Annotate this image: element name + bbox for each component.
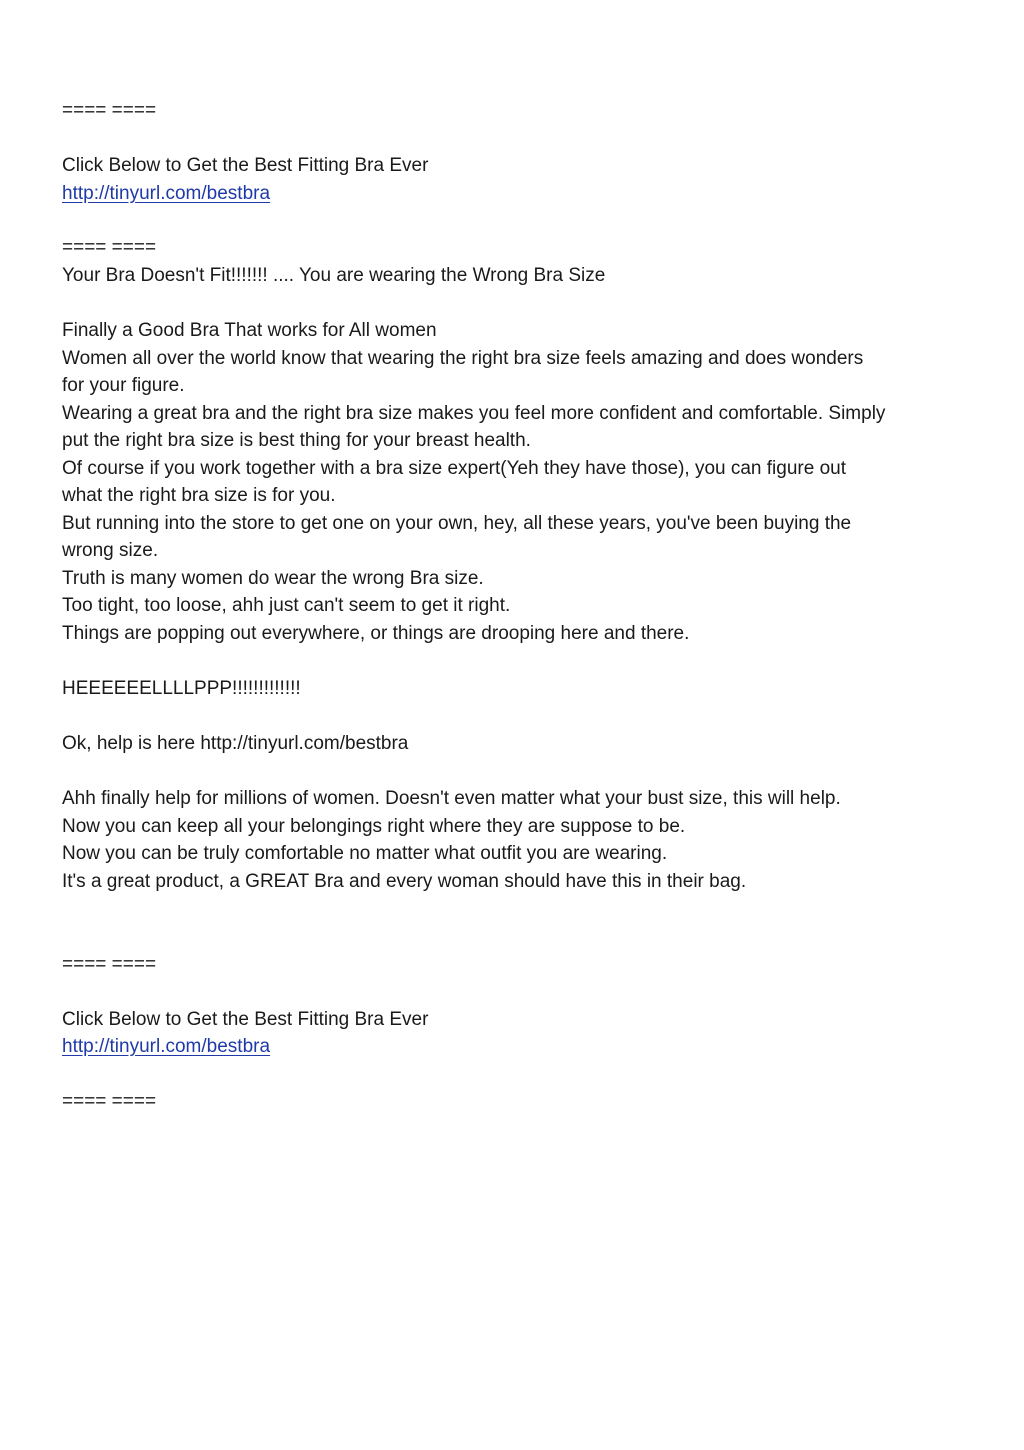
header-divider-top: ==== ==== <box>62 100 157 121</box>
footer-cta-line <box>62 1033 964 1060</box>
para2-line: It's a great product, a GREAT Bra and every woman should have this in their bag. <box>62 871 747 892</box>
para1-line: Finally a Good Bra That works for All women <box>62 320 437 341</box>
para1-line: for your figure. <box>62 375 185 396</box>
para1-line: Wearing a great bra and the right bra size makes you feel more confident and comfortable. Simply <box>62 403 886 424</box>
para1-line: Too tight, too loose, ahh just can't seem to get it right. <box>62 595 511 616</box>
header-cta-link[interactable]: http://tinyurl.com/bestbra <box>62 183 271 204</box>
para2-line: Now you can be truly comfortable no matter what outfit you are wearing. <box>62 843 668 864</box>
para1-line: put the right bra size is best thing for your breast health. <box>62 430 531 451</box>
footer-divider-top: ==== ==== <box>62 954 157 975</box>
header-cta-line <box>62 180 964 207</box>
para1-line: what the right bra size is for you. <box>62 485 336 506</box>
header-divider-bottom: ==== ==== <box>62 237 157 258</box>
para1-line: Women all over the world know that wearing the right bra size feels amazing and does wonders <box>62 348 864 369</box>
para2-line: Ahh finally help for millions of women. Doesn't even matter what your bust size, this will help. <box>62 788 841 809</box>
para1-line: But running into the store to get one on your own, hey, all these years, you've been buying the <box>62 513 852 534</box>
shout-line: HEEEEEELLLLPPP!!!!!!!!!!!!! <box>62 678 301 699</box>
footer-divider-bottom: ==== ==== <box>62 1091 157 1112</box>
footer-cta-text: Click Below to Get the Best Fitting Bra Ever <box>62 1009 429 1030</box>
para1-line: wrong size. <box>62 540 159 561</box>
para2-line: Now you can keep all your belongings right where they are suppose to be. <box>62 816 686 837</box>
footer-cta-link[interactable]: http://tinyurl.com/bestbra <box>62 1036 271 1057</box>
article-title: Your Bra Doesn't Fit!!!!!!! .... You are wearing the Wrong Bra Size <box>62 265 606 286</box>
para1-line: Of course if you work together with a bra size expert(Yeh they have those), you can figure out <box>62 458 847 479</box>
help-line: Ok, help is here http://tinyurl.com/bestbra <box>62 733 409 754</box>
para1-line: Things are popping out everywhere, or things are drooping here and there. <box>62 623 690 644</box>
para1-line: Truth is many women do wear the wrong Bra size. <box>62 568 484 589</box>
header-cta-text: Click Below to Get the Best Fitting Bra Ever <box>62 155 429 176</box>
